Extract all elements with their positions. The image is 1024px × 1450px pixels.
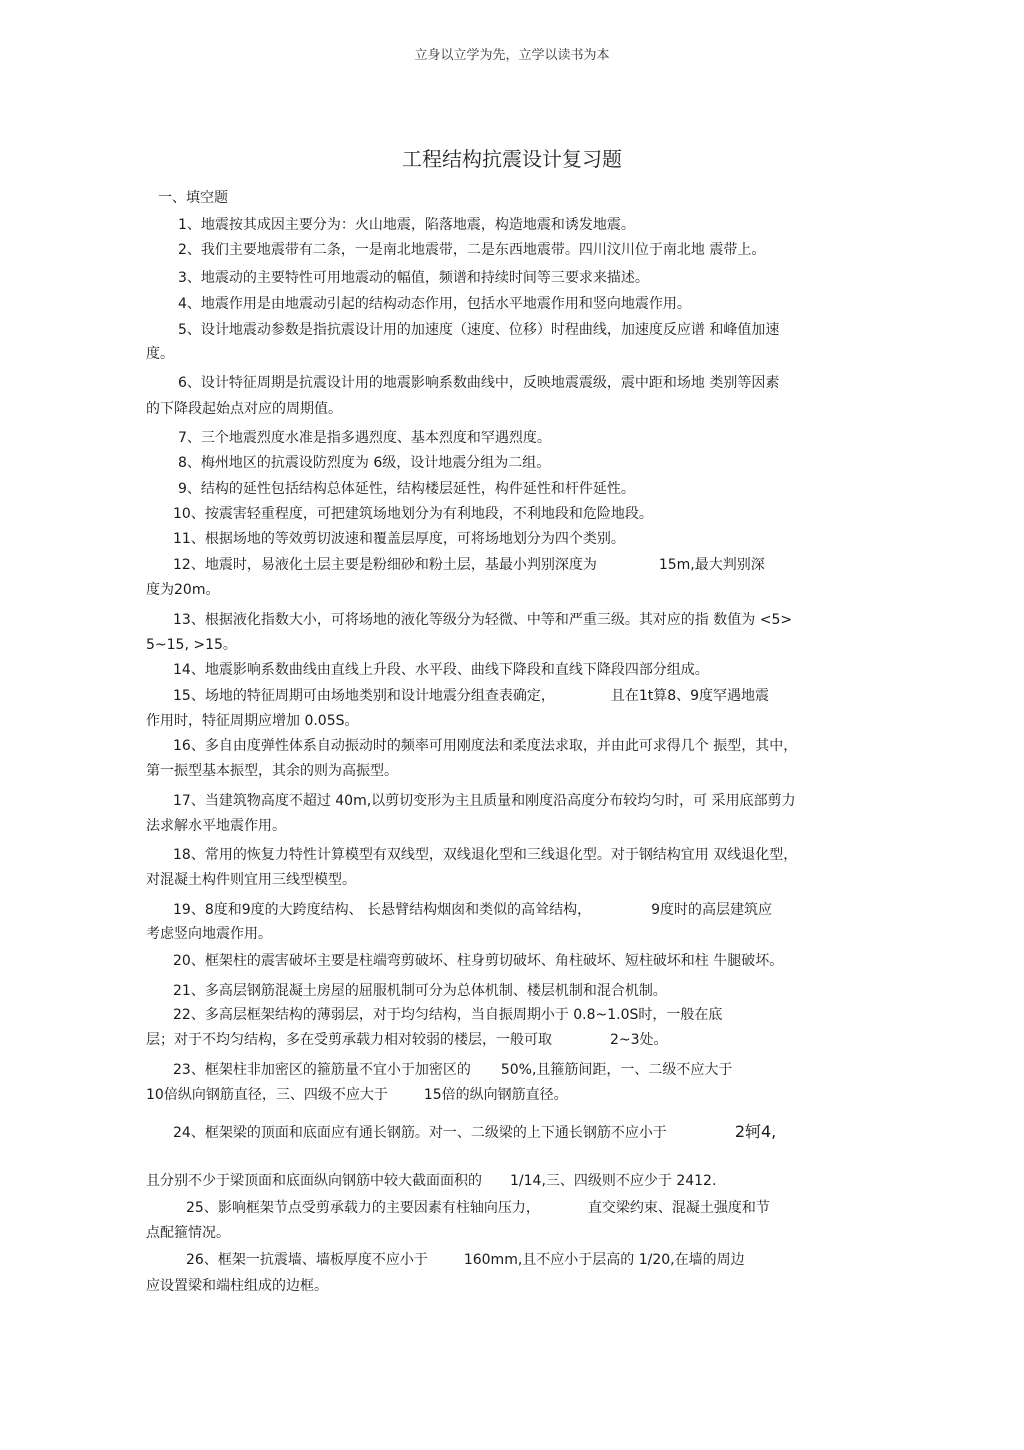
question-3: 3、地震动的主要特性可用地震动的幅值，频谱和持续时间等三要求来描述。 <box>178 270 649 286</box>
question-25-text: 25、影响框架节点受剪承载力的主要因素有柱轴向压力， <box>186 1200 540 1216</box>
question-25-answer: 直交梁约束、混凝土强度和节 <box>587 1200 770 1216</box>
question-16-line-2: 第一振型基本振型，其余的则为高振型。 <box>146 763 398 779</box>
question-24-line-2 <box>146 1171 716 1191</box>
question-15-line-1 <box>173 686 769 706</box>
question-19-line-2: 考虑竖向地震作用。 <box>146 926 272 942</box>
question-7: 7、三个地震烈度水准是指多遇烈度、基本烈度和罕遇烈度。 <box>178 430 551 446</box>
question-22-line-2 <box>146 1030 668 1050</box>
question-17-line-2: 法求解水平地震作用。 <box>146 818 286 834</box>
question-20: 20、框架柱的震害破坏主要是柱端弯剪破坏、柱身剪切破坏、角柱破坏、短柱破坏和柱 牛腿破坏。 <box>173 953 784 969</box>
question-8: 8、梅州地区的抗震设防烈度为 6级，设计地震分组为二组。 <box>178 455 551 471</box>
question-1: 1、地震按其成因主要分为：火山地震，陷落地震，构造地震和诱发地震。 <box>178 217 635 233</box>
question-6-line-1: 6、设计特征周期是抗震设计用的地震影响系数曲线中，反映地震震级，震中距和场地 类别等因素 <box>178 375 780 391</box>
question-23-answer: 50%,且箍筋间距，一、二级不应大于 <box>500 1062 733 1078</box>
question-19-line-1 <box>173 900 772 920</box>
question-25-line-1 <box>186 1198 770 1218</box>
question-13-line-2: 5~15, >15。 <box>146 637 237 653</box>
question-24-text-2: 且分别不少于梁顶面和底面纵向钢筋中较大截面面积的 <box>146 1173 482 1189</box>
page-title: 工程结构抗震设计复习题 <box>402 147 622 171</box>
question-23-line-1 <box>173 1060 732 1080</box>
question-18-line-2: 对混凝土构件则宜用三线型模型。 <box>146 872 356 888</box>
question-24-line-1 <box>173 1122 776 1143</box>
question-23-answer-2: 15倍的纵向钢筋直径。 <box>423 1087 568 1103</box>
question-15-line-2: 作用时，特征周期应增加 0.05S。 <box>146 713 359 729</box>
question-12-text: 12、地震时，易液化土层主要是粉细砂和粉土层，基最小判别深度为 <box>173 557 597 573</box>
section-heading: 一、填空题 <box>158 190 228 206</box>
question-18-line-1: 18、常用的恢复力特性计算模型有双线型，双线退化型和三线退化型。对于钢结构宜用 双线退化型， <box>173 847 798 863</box>
question-25-line-2: 点配箍情况。 <box>146 1225 230 1241</box>
question-9: 9、结构的延性包括结构总体延性，结构楼层延性，构件延性和杆件延性。 <box>178 481 635 497</box>
question-16-line-1: 16、多自由度弹性体系自动振动时的频率可用刚度法和柔度法求取，并由此可求得几个 振型，其中， <box>173 738 798 754</box>
question-6-line-2: 的下降段起始点对应的周期值。 <box>146 401 342 417</box>
question-24-answer-2: 1/14,三、四级则不应少于 2412. <box>510 1173 717 1189</box>
question-26-answer: 160mm,且不应小于层高的 1/20,在墙的周边 <box>463 1252 745 1268</box>
question-10: 10、按震害轻重程度，可把建筑场地划分为有利地段，不利地段和危险地段。 <box>173 506 653 522</box>
header-motto: 立身以立学为先，立学以读书为本 <box>414 48 610 63</box>
question-22-line-1: 22、多高层框架结构的薄弱层，对于均匀结构，当自振周期小于 0.8~1.0S时，一般在底 <box>173 1007 723 1023</box>
question-19-answer: 9度时的高层建筑应 <box>651 902 772 918</box>
question-2: 2、我们主要地震带有二条，一是南北地震带，二是东西地震带。四川汶川位于南北地 震带上。 <box>178 242 766 258</box>
question-17-line-1: 17、当建筑物高度不超过 40m,以剪切变形为主且质量和刚度沿高度分布较均匀时，可 采用底部剪力 <box>173 793 796 809</box>
question-21: 21、多高层钢筋混凝土房屋的屈服机制可分为总体机制、楼层机制和混合机制。 <box>173 983 667 999</box>
question-19-text: 19、8度和9度的大跨度结构、 长悬臂结构烟囱和类似的高耸结构， <box>173 902 592 918</box>
question-23-text-2: 10倍纵向钢筋直径，三、四级不应大于 <box>146 1087 388 1103</box>
question-26-line-2: 应设置梁和端柱组成的边框。 <box>146 1278 328 1294</box>
question-12-line-2: 度为20m。 <box>146 582 220 598</box>
question-13-line-1: 13、根据液化指数大小，可将场地的液化等级分为轻微、中等和严重三级。其对应的指 数值为 <5> <box>173 612 793 628</box>
question-15-answer: 且在1t算8、9度罕遇地震 <box>610 688 770 704</box>
question-26-text: 26、框架一抗震墙、墙板厚度不应小于 <box>186 1252 428 1268</box>
question-11: 11、根据场地的等效剪切波速和覆盖层厚度，可将场地划分为四个类别。 <box>173 531 625 547</box>
question-14: 14、地震影响系数曲线由直线上升段、水平段、曲线下降段和直线下降段四部分组成。 <box>173 662 709 678</box>
question-23-line-2 <box>146 1085 568 1105</box>
question-24-text: 24、框架梁的顶面和底面应有通长钢筋。对一、二级梁的上下通长钢筋不应小于 <box>173 1125 667 1141</box>
question-24-answer: 2轲4, <box>734 1122 777 1141</box>
question-22-answer: 2~3处。 <box>610 1032 668 1048</box>
question-5-line-2: 度。 <box>146 346 174 362</box>
question-12-line-1 <box>173 555 765 575</box>
question-15-text: 15、场地的特征周期可由场地类别和设计地震分组查表确定， <box>173 688 555 704</box>
question-12-answer: 15m,最大判别深 <box>658 557 765 573</box>
question-5-line-1: 5、设计地震动参数是指抗震设计用的加速度（速度、位移）时程曲线，加速度反应谱 和峰值加速 <box>178 322 780 338</box>
question-4: 4、地震作用是由地震动引起的结构动态作用，包括水平地震作用和竖向地震作用。 <box>178 296 691 312</box>
question-22-text: 层；对于不均匀结构，多在受剪承载力相对较弱的楼层，一般可取 <box>146 1032 552 1048</box>
question-23-text: 23、框架柱非加密区的箍筋量不宜小于加密区的 <box>173 1062 471 1078</box>
question-26-line-1 <box>186 1250 745 1270</box>
